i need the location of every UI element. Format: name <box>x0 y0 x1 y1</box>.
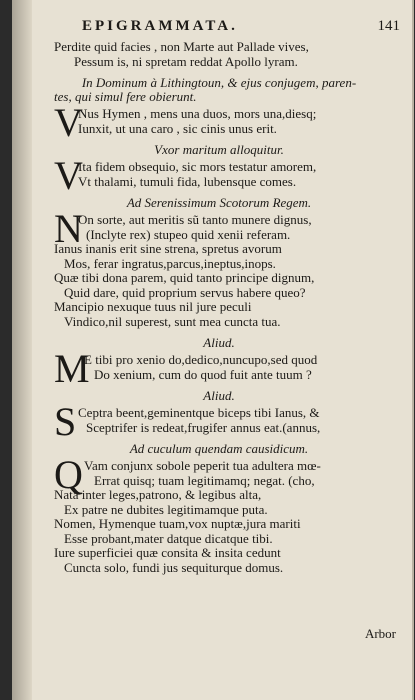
text-line: Vt thalami, tumuli fida, lubensque comes. <box>78 173 297 189</box>
text-line: Ex patre ne dubites legitimamque puta. <box>64 501 268 517</box>
poem-body <box>54 100 384 145</box>
text-line: Nata inter leges,patrono, & legibus alta, <box>54 487 262 502</box>
text-line: Mos, ferar ingratus,parcus,ineptus,inops. <box>64 255 276 271</box>
text-line: (Inclyte rex) stupeo quid xenii referam. <box>86 226 291 242</box>
poem-title-line: In Dominum à Lithingtoun, & ejus conjugem, paren- <box>81 75 357 90</box>
text-line: Esse probant,mater datque dicatque tibi. <box>64 530 273 546</box>
text-line: Quid dare, quid proprium servus habere queo? <box>64 284 306 300</box>
poem-title: Ad cuculum quendam causidicum. <box>129 441 309 456</box>
poem-title: Ad Serenissimum Scotorum Regem. <box>126 195 312 210</box>
drop-cap: S <box>54 399 77 444</box>
poem-body <box>54 452 384 575</box>
catchword: Arbor <box>364 626 396 641</box>
poem-title: Vxor maritum alloquitur. <box>154 142 284 157</box>
text-line: Nus Hymen , mens una duos, mors una,diesq; <box>78 106 317 121</box>
text-line: Vam conjunx sobole peperit tua adultera mœ- <box>84 458 321 473</box>
text-line: Iure superficiei quæ consita & insita cedunt <box>54 545 281 560</box>
text-line: Perdite quid facies , non Marte aut Pallade vives, <box>54 39 309 54</box>
page-gutter <box>12 0 32 700</box>
poem-body <box>54 346 384 391</box>
text-line: Do xenium, cum do quod fuit ante tuum ? <box>94 366 312 382</box>
text-line: Cuncta solo, fundi jus sequiturque domus. <box>64 559 284 575</box>
poem-title <box>54 76 384 104</box>
poem-body <box>54 206 384 329</box>
drop-cap: Q <box>54 452 83 497</box>
poem-title: Aliud. <box>203 335 235 350</box>
text-line: Ianus inanis erit sine strena, spretus avorum <box>54 241 282 256</box>
running-title: EPIGRAMMATA. <box>82 18 238 34</box>
poem-body <box>54 153 384 198</box>
poem-title-line: tes, qui simul fere obierunt. <box>54 89 197 104</box>
text-line: E tibi pro xenio do,dedico,nuncupo,sed quod <box>84 352 318 367</box>
text-line: Pessum is, ni spretam reddat Apollo lyram. <box>74 53 298 69</box>
text-line: Ceptra beent,geminentque biceps tibi Ianus, & <box>78 405 320 420</box>
text-line: Sceptrifer is redeat,frugifer annus eat.(annus, <box>86 419 321 435</box>
text-line: Iunxit, ut una caro , sic cinis unus erit. <box>78 120 277 136</box>
text-line: Errat quisq; tuam legitimamq; negat. (cho, <box>94 472 315 488</box>
text-line: Nomen, Hymenque tuam,vox nuptæ,jura mariti <box>54 516 301 531</box>
poem-title: Aliud. <box>203 388 235 403</box>
page-text <box>54 40 384 575</box>
drop-cap: N <box>54 206 83 251</box>
text-line: Ita fidem obsequio, sic mors testatur amorem, <box>78 159 317 174</box>
drop-cap: M <box>54 346 90 391</box>
drop-cap: V <box>54 153 83 198</box>
text-line: Mancipio nexuque tuus nil jure peculi <box>54 299 252 314</box>
poem-body <box>54 399 384 444</box>
text-line: On sorte, aut meritis sũ tanto munere dignus, <box>78 212 312 227</box>
text-line: Vindico,nil superest, sunt mea cuncta tua. <box>64 313 281 329</box>
book-page <box>12 0 414 700</box>
page-number: 141 <box>377 18 400 34</box>
text-line: Quæ tibi dona parem, quid tanto principe dignum, <box>54 270 315 285</box>
drop-cap: V <box>54 100 83 145</box>
running-header <box>82 18 400 38</box>
